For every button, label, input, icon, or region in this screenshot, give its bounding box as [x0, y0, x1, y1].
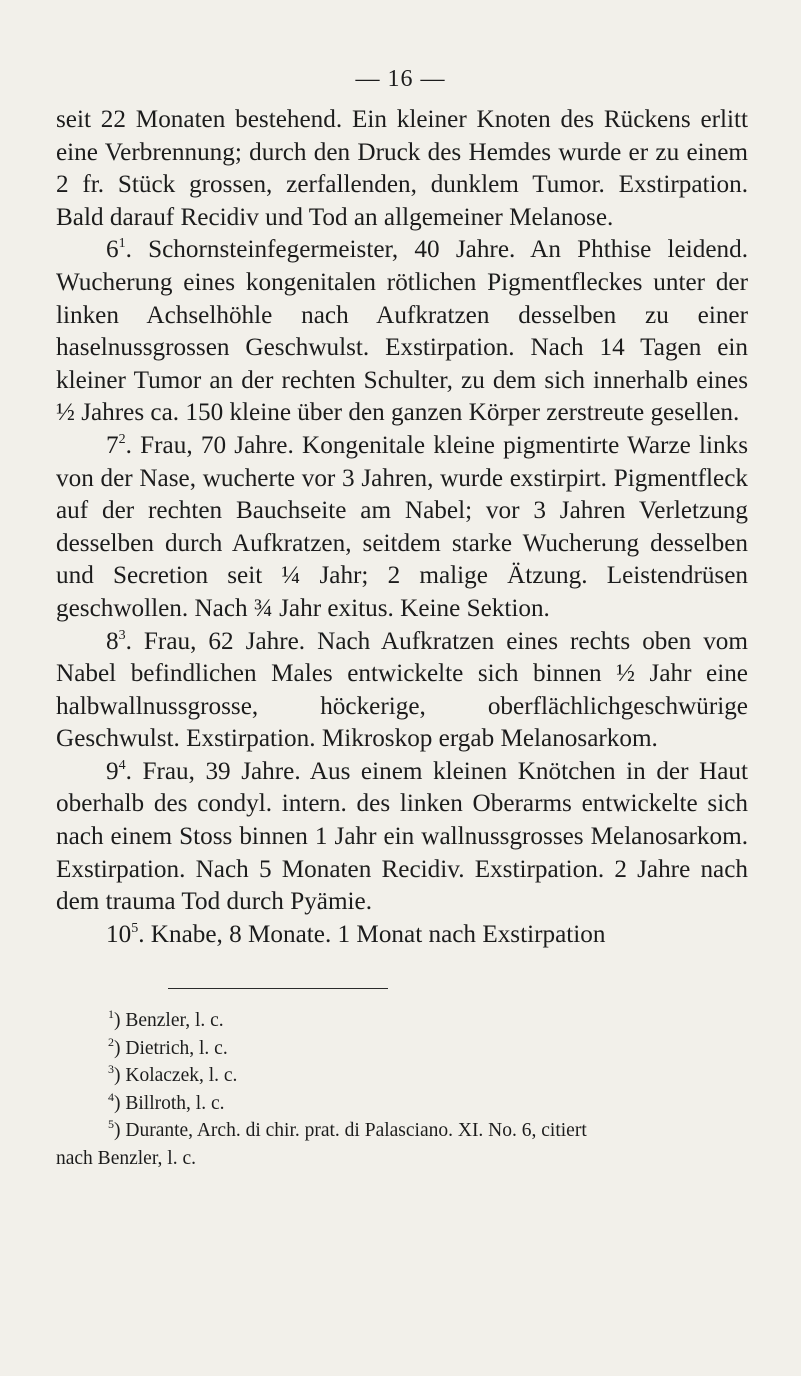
footnote-separator — [168, 988, 388, 989]
footnote-text: ) Durante, Arch. di chir. prat. di Palasciano. XI. No. 6, citiert — [114, 1120, 587, 1142]
footnote-ref: 3 — [118, 627, 126, 643]
case-entry-10 — [56, 919, 748, 952]
paragraph-continuation — [56, 104, 748, 234]
footnote-text: ) Billroth, l. c. — [114, 1092, 225, 1114]
case-number: 10 — [106, 920, 132, 948]
footnote-ref: 2 — [118, 431, 126, 447]
case-text: . Frau, 39 Jahre. Aus einem kleinen Knötchen in der Haut oberhalb des condyl. intern. des linken Oberarms entwickelte sich nach einem Stoss binnen 1 Jahr ein wallnussgrosses Melanosarkom. Exstirpation. Nach 5 Monaten Recidiv. Exstirpation. 2 Jahre nach dem trauma Tod durch Pyämie. — [56, 757, 748, 916]
case-entry-8 — [56, 626, 748, 756]
footnote-mark: 1 — [108, 1007, 114, 1021]
case-text: . Frau, 62 Jahre. Nach Aufkratzen eines rechts oben vom Nabel befindlichen Males entwickelte sich binnen ½ Jahr eine halbwallnussgrosse, höckerige, oberflächlichgeschwürige Geschwulst. Exstirpation. Mikroskop ergab Melanosarkom. — [56, 627, 748, 753]
case-number: 8 — [106, 627, 119, 655]
case-number: 6 — [106, 236, 119, 264]
case-number: 7 — [106, 431, 119, 459]
case-number: 9 — [106, 757, 119, 785]
footnote-ref: 4 — [118, 757, 126, 773]
footnote-5-continuation: nach Benzler, l. c. — [56, 1147, 196, 1169]
footnote-text: ) Dietrich, l. c. — [114, 1037, 228, 1059]
footnote-4 — [88, 1090, 754, 1118]
body-text — [56, 104, 748, 951]
footnote-text: ) Benzler, l. c. — [114, 1010, 224, 1031]
case-text: . Schornsteinfegermeister, 40 Jahre. An Phthise leidend. Wucherung eines kongenitalen rötlichen Pigmentfleckes unter der linken Achselhöhle nach Aufkratzen desselben zu einer haselnussgrossen Geschwulst. Exstirpation. Nach 14 Tagen ein kleiner Tumor an der rechten Schulter, zu dem sich innerhalb eines ½ Jahres ca. 150 kleine über den ganzen Körper zerstreute gesellen. — [56, 236, 748, 427]
footnote-2 — [88, 1035, 754, 1063]
footnote-1 — [88, 1007, 754, 1035]
footnotes — [56, 1007, 754, 1173]
footnote-mark: 3 — [108, 1062, 114, 1077]
case-entry-7 — [56, 430, 748, 626]
case-entry-6 — [56, 234, 748, 430]
case-text: . Knabe, 8 Monate. 1 Monat nach Exstirpation — [138, 920, 606, 948]
footnote-mark: 2 — [108, 1034, 114, 1049]
footnote-3 — [88, 1062, 754, 1090]
footnote-ref: 1 — [118, 236, 126, 252]
footnote-mark: 4 — [108, 1089, 114, 1104]
footnote-ref: 5 — [131, 920, 139, 936]
footnote-mark: 5 — [108, 1117, 114, 1132]
paragraph-text: seit 22 Monaten bestehend. Ein kleiner Knoten des Rückens erlitt eine Verbrennung; durch den Druck des Hemdes wurde er zu einem 2 fr. Stück grossen, zerfallenden, dunklem Tumor. Exstirpation. Bald darauf Recidiv und Tod an allgemeiner Melanose. — [56, 106, 748, 231]
case-text: . Frau, 70 Jahre. Kongenitale kleine pigmentirte Warze links von der Nase, wucherte vor 3 Jahren, wurde exstirpirt. Pigmentfleck auf der rechten Bauchseite am Nabel; vor 3 Jahren Verletzung desselben durch Aufkratzen, seitdem starke Wucherung desselben und Secretion seit ¼ Jahr; 2 malige Ätzung. Leistendrüsen geschwollen. Nach ¾ Jahr exitus. Keine Sektion. — [56, 431, 748, 622]
page-number: — 16 — — [355, 66, 446, 92]
case-entry-9 — [56, 756, 748, 919]
footnote-text: ) Kolaczek, l. c. — [114, 1065, 238, 1087]
footnote-5 — [88, 1117, 754, 1145]
